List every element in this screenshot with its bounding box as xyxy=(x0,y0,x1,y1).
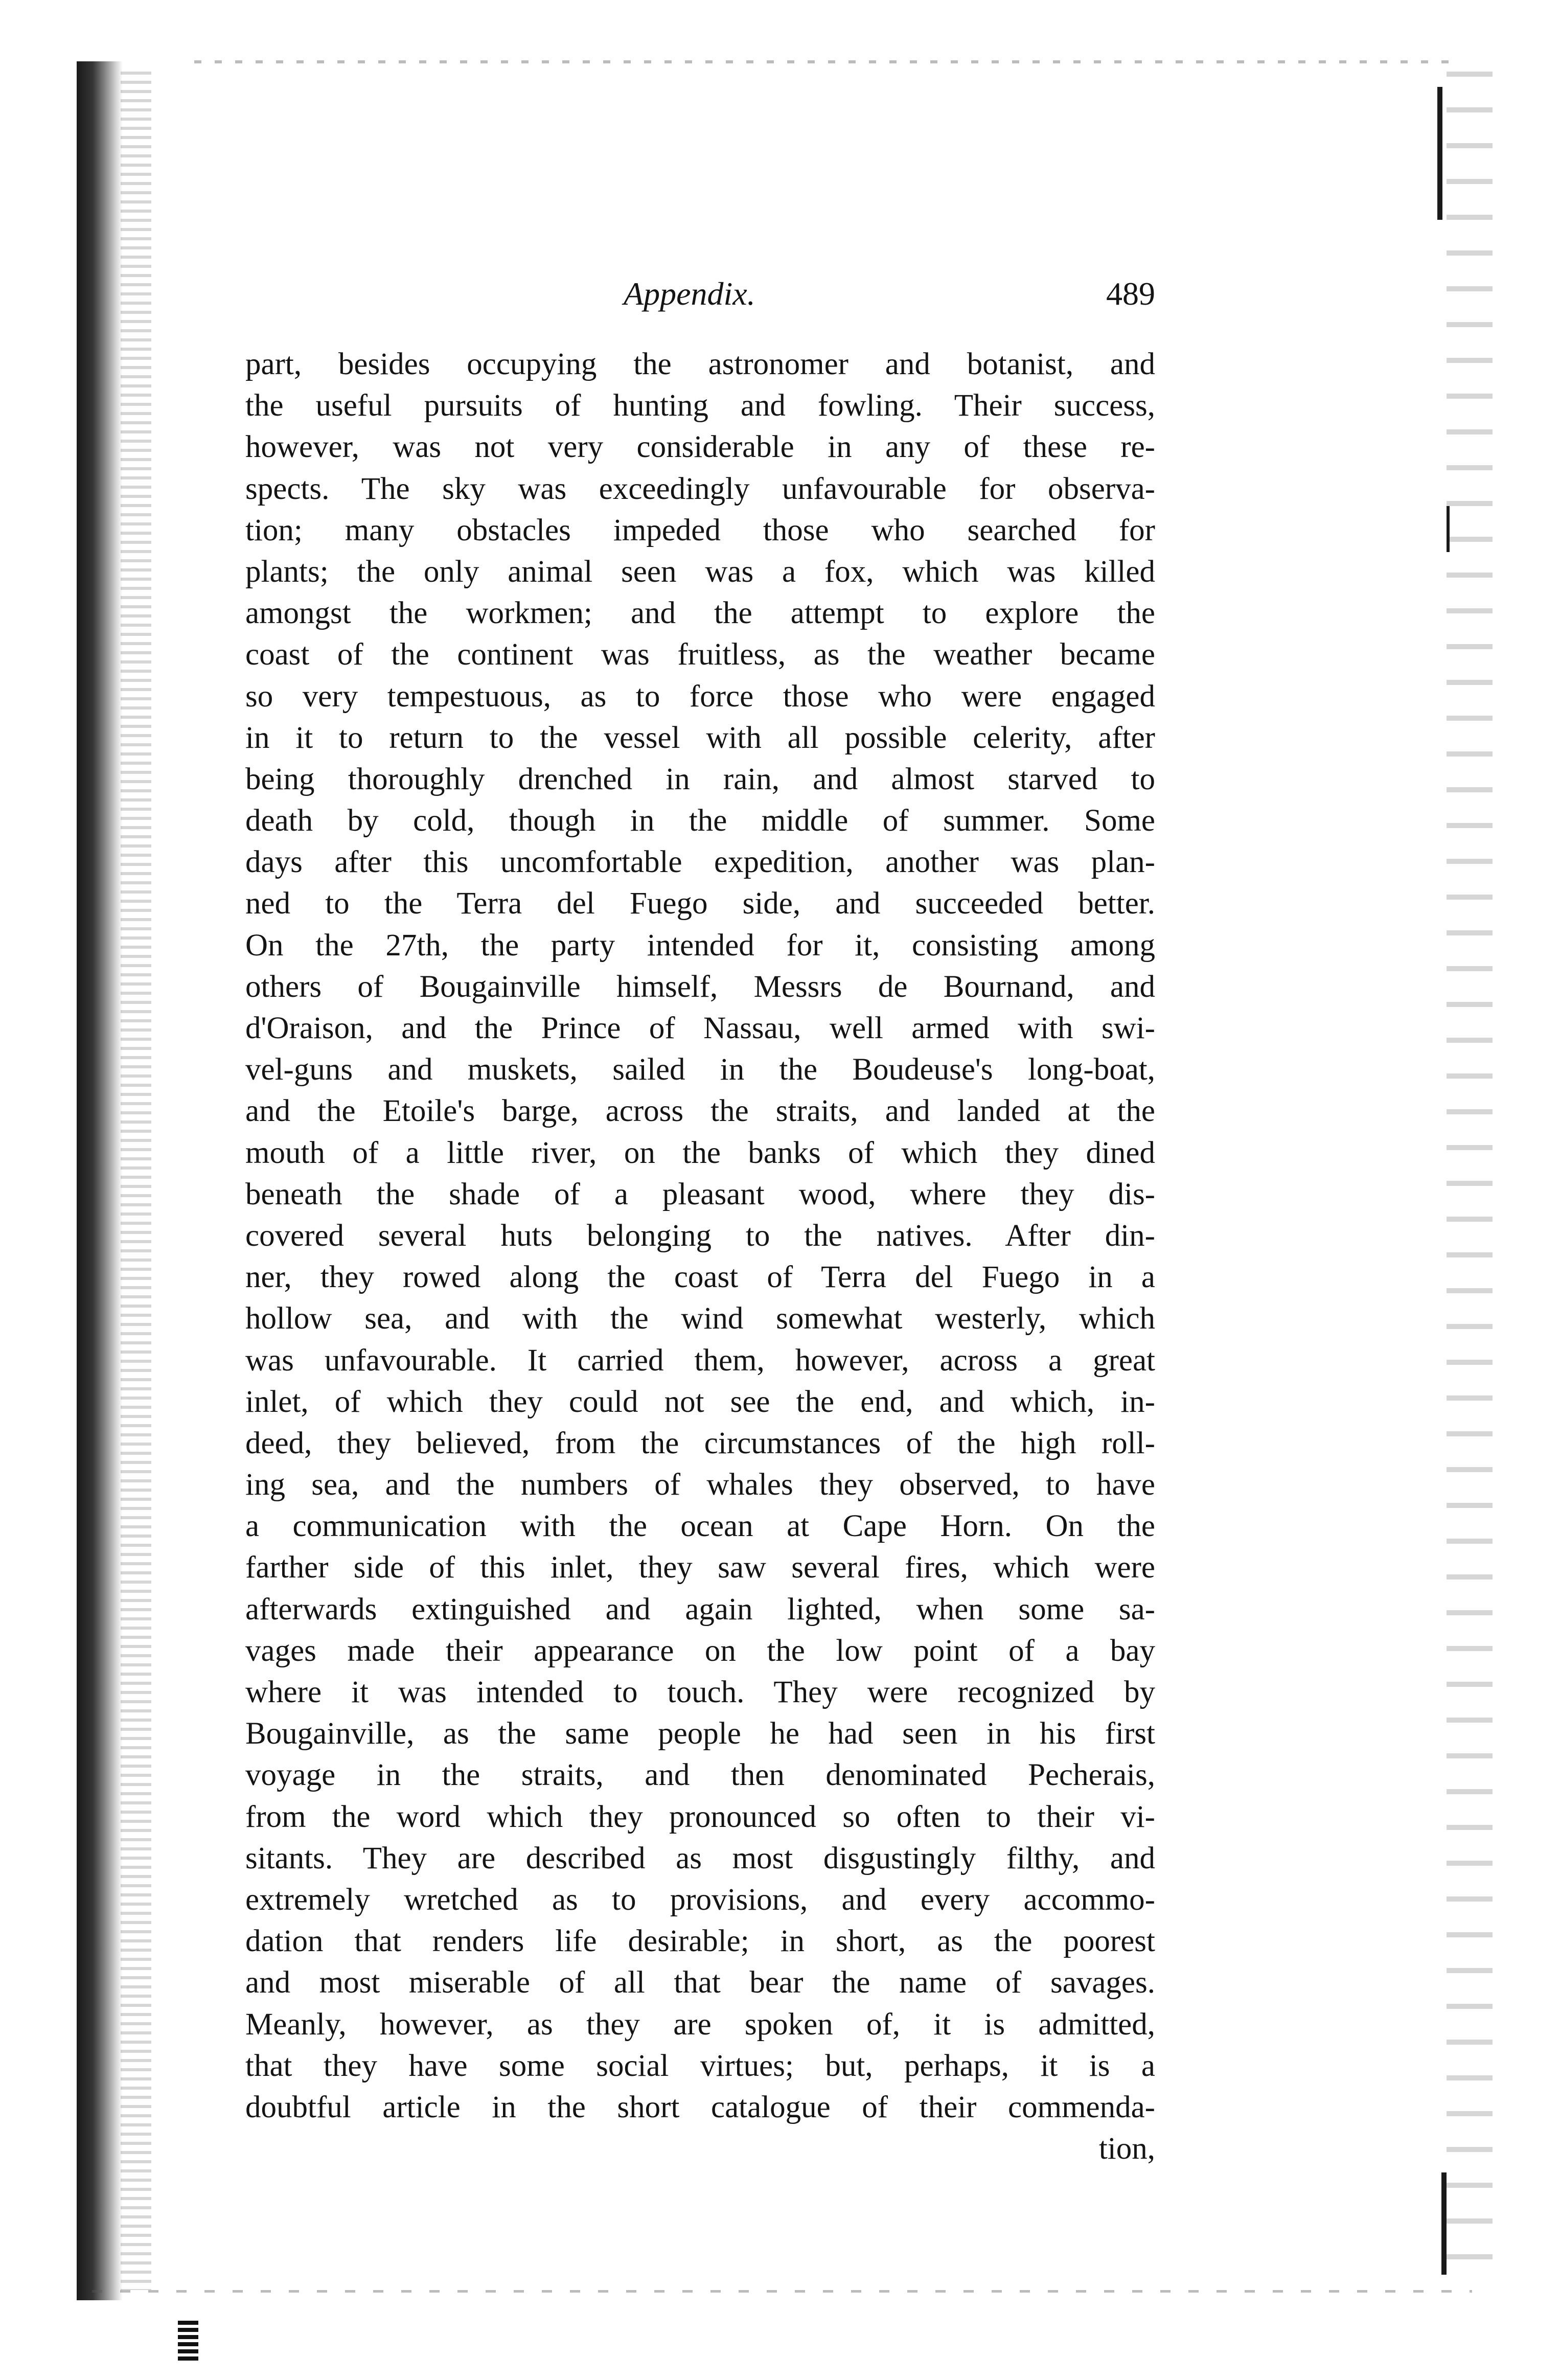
text-line: covered several huts belonging to the natives. After din- xyxy=(245,1218,1155,1253)
text-line: beneath the shade of a pleasant wood, where they dis- xyxy=(245,1177,1155,1211)
text-line: so very tempestuous, as to force those who were engaged xyxy=(245,679,1155,714)
text-line: was unfavourable. It carried them, however, across a great xyxy=(245,1343,1155,1378)
text-line: days after this uncomfortable expedition, another was plan- xyxy=(245,845,1155,880)
text-line: ned to the Terra del Fuego side, and succeeded better. xyxy=(245,886,1155,921)
right-edge-mark xyxy=(1441,2172,1447,2275)
text-line: ing sea, and the numbers of whales they observed, to have xyxy=(245,1468,1155,1502)
text-line: vel-guns and muskets, sailed in the Boudeuse's long-boat, xyxy=(245,1052,1155,1087)
text-line: being thoroughly drenched in rain, and almost starved to xyxy=(245,762,1155,796)
body-text xyxy=(245,344,1155,2169)
text-line: and the Etoile's barge, across the straits, and landed at the xyxy=(245,1094,1155,1129)
text-line: afterwards extinguished and again lighted, when some sa- xyxy=(245,1592,1155,1627)
text-line: hollow sea, and with the wind somewhat westerly, which xyxy=(245,1301,1155,1336)
text-line: and most miserable of all that bear the name of savages. xyxy=(245,1965,1155,2000)
gutter-speckle xyxy=(121,72,151,2290)
text-line: in it to return to the vessel with all possible celerity, after xyxy=(245,720,1155,755)
text-line: where it was intended to touch. They were recognized by xyxy=(245,1675,1155,1709)
text-line: part, besides occupying the astronomer and botanist, and xyxy=(245,347,1155,381)
text-line: amongst the workmen; and the attempt to explore the xyxy=(245,596,1155,631)
text-line: sitants. They are described as most disgustingly filthy, and xyxy=(245,1841,1155,1875)
running-title: Appendix. xyxy=(624,276,755,312)
text-line: Meanly, however, as they are spoken of, it is admitted, xyxy=(245,2007,1155,2042)
text-line: the useful pursuits of hunting and fowling. Their success, xyxy=(245,388,1155,423)
bottom-page-edge xyxy=(92,2290,1472,2293)
right-edge-mark xyxy=(1447,506,1450,552)
text-line: spects. The sky was exceedingly unfavourable for observa- xyxy=(245,471,1155,506)
text-line: inlet, of which they could not see the end, and which, in- xyxy=(245,1384,1155,1419)
text-line: deed, they believed, from the circumstances of the high roll- xyxy=(245,1426,1155,1460)
right-edge-mark xyxy=(1437,87,1442,220)
page-gutter-shadow xyxy=(77,61,123,2300)
text-line: others of Bougainville himself, Messrs de Bournand, and xyxy=(245,969,1155,1004)
text-line: that they have some social virtues; but, perhaps, it is a xyxy=(245,2048,1155,2083)
text-line: a communication with the ocean at Cape Horn. On the xyxy=(245,1509,1155,1544)
bottom-ink-blot xyxy=(178,2321,198,2362)
top-page-edge xyxy=(194,60,1462,63)
text-line: mouth of a little river, on the banks of which they dined xyxy=(245,1135,1155,1170)
catchword: tion, xyxy=(1098,2132,1155,2166)
text-line: however, was not very considerable in any of these re- xyxy=(245,430,1155,465)
running-head xyxy=(245,271,1155,322)
text-line: death by cold, though in the middle of summer. Some xyxy=(245,804,1155,838)
text-line: coast of the continent was fruitless, as the weather became xyxy=(245,637,1155,672)
text-line: doubtful article in the short catalogue of their commenda- xyxy=(245,2090,1155,2124)
right-page-edge xyxy=(1447,72,1493,2285)
page-number: 489 xyxy=(1106,276,1155,312)
text-line: from the word which they pronounced so often to their vi- xyxy=(245,1799,1155,1834)
text-line: plants; the only animal seen was a fox, which was killed xyxy=(245,554,1155,589)
text-line: ner, they rowed along the coast of Terra del Fuego in a xyxy=(245,1260,1155,1295)
text-line: farther side of this inlet, they saw several fires, which were xyxy=(245,1550,1155,1585)
text-line: dation that renders life desirable; in short, as the poorest xyxy=(245,1924,1155,1959)
text-line: tion; many obstacles impeded those who searched for xyxy=(245,513,1155,547)
text-line: Bougainville, as the same people he had seen in his first xyxy=(245,1717,1155,1751)
text-line: extremely wretched as to provisions, and every accommo- xyxy=(245,1882,1155,1917)
text-line: voyage in the straits, and then denominated Pecherais, xyxy=(245,1758,1155,1793)
text-line: On the 27th, the party intended for it, consisting among xyxy=(245,928,1155,963)
text-line: vages made their appearance on the low point of a bay xyxy=(245,1633,1155,1668)
text-line: d'Oraison, and the Prince of Nassau, well armed with swi- xyxy=(245,1011,1155,1045)
